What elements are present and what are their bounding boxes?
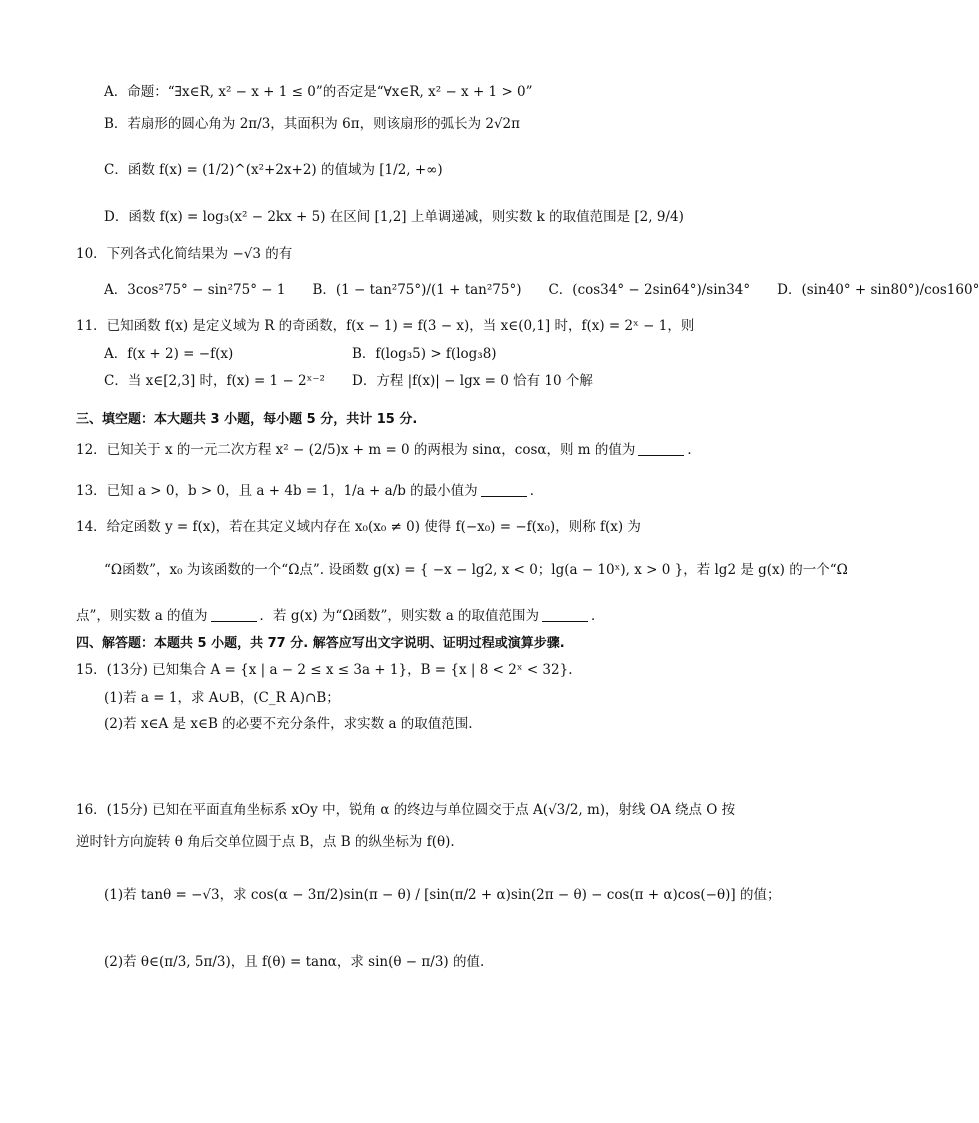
q11-option-d: D．方程 |f(x)| − lgx = 0 恰有 10 个解 <box>352 373 593 389</box>
q16-part-2: (2)若 θ∈(π/3, 5π/3)，且 f(θ) = tanα，求 sin(θ − π/3) 的值. <box>104 954 485 970</box>
answer-blank <box>638 441 684 456</box>
section-3-heading: 三、填空题：本大题共 3 小题，每小题 5 分，共计 15 分. <box>76 412 418 427</box>
q14-text-a: 点”，则实数 a 的值为 <box>76 608 208 624</box>
q14-line-1: 14．给定函数 y = f(x)，若在其定义域内存在 x₀(x₀ ≠ 0) 使得 f(−x₀) = −f(x₀)，则称 f(x) 为 <box>76 519 641 535</box>
q12-text: 12．已知关于 x 的一元二次方程 x² − (2/5)x + m = 0 的两根为 sinα，cosα，则 m 的值为 <box>76 442 636 458</box>
q14-line-3: 点”，则实数 a 的值为 ．若 g(x) 为“Ω函数”，则实数 a 的取值范围为 ． <box>76 608 605 624</box>
q16-line-2: 逆时针方向旋转 θ 角后交单位圆于点 B，点 B 的纵坐标为 f(θ). <box>76 834 455 850</box>
section-4-heading: 四、解答题：本题共 5 小题，共 77 分. 解答应写出文字说明、证明过程或演算步骤. <box>76 636 565 651</box>
q11-option-c: C．当 x∈[2,3] 时，f(x) = 1 − 2ˣ⁻² <box>104 373 325 389</box>
q11-option-b: B．f(log₃5) > f(log₃8) <box>352 346 497 362</box>
q9-option-c: C．函数 f(x) = (1/2)^(x²+2x+2) 的值域为 [1/2, +∞) <box>104 162 443 178</box>
q11-option-a: A．f(x + 2) = −f(x) <box>104 346 234 362</box>
answer-blank <box>481 482 527 497</box>
q15-part-1: (1)若 a = 1，求 A∪B，(C_R A)∩B； <box>104 690 340 706</box>
q10-stem: 10．下列各式化简结果为 −√3 的有 <box>76 246 293 262</box>
answer-blank <box>211 607 257 622</box>
q14-text-b: ．若 g(x) 为“Ω函数”，则实数 a 的取值范围为 <box>259 608 540 624</box>
q11-stem: 11．已知函数 f(x) 是定义域为 R 的奇函数，f(x − 1) = f(3 − x)，当 x∈(0,1] 时，f(x) = 2ˣ − 1，则 <box>76 318 695 334</box>
q13: 13．已知 a > 0，b > 0，且 a + 4b = 1，1/a + a/b 的最小值为 ． <box>76 483 544 499</box>
q10-options: A．3cos²75° − sin²75° − 1 B．(1 − tan²75°)/(1 + tan²75°) C．(cos34° − 2sin64°)/sin34° D．(sin40° + sin80°)/cos160° <box>104 282 979 298</box>
q13-text: 13．已知 a > 0，b > 0，且 a + 4b = 1，1/a + a/b 的最小值为 <box>76 483 478 499</box>
q15-part-2: (2)若 x∈A 是 x∈B 的必要不充分条件，求实数 a 的取值范围. <box>104 716 473 732</box>
q15-stem: 15．(13分) 已知集合 A = {x | a − 2 ≤ x ≤ 3a + 1}，B = {x | 8 < 2ˣ < 32}. <box>76 662 573 678</box>
q16-line-1: 16．(15分) 已知在平面直角坐标系 xOy 中，锐角 α 的终边与单位圆交于点 A(√3/2, m)，射线 OA 绕点 O 按 <box>76 802 736 818</box>
q9-option-a: A．命题：“∃x∈R, x² − x + 1 ≤ 0”的否定是“∀x∈R, x² − x + 1 > 0” <box>104 84 533 100</box>
q14-line-2: “Ω函数”，x₀ 为该函数的一个“Ω点”. 设函数 g(x) = { −x − lg2, x < 0；lg(a − 10ˣ), x > 0 }，若 lg2 是 g(x) 的一个“Ω <box>104 562 848 578</box>
q16-part-1: (1)若 tanθ = −√3，求 cos(α − 3π/2)sin(π − θ) / [sin(π/2 + α)sin(2π − θ) − cos(π + α)cos(−θ)] 的值； <box>104 887 781 903</box>
answer-blank <box>542 607 588 622</box>
q9-option-d: D．函数 f(x) = log₃(x² − 2kx + 5) 在区间 [1,2] 上单调递减，则实数 k 的取值范围是 [2, 9/4) <box>104 209 684 225</box>
q9-option-b: B．若扇形的圆心角为 2π/3，其面积为 6π，则该扇形的弧长为 2√2π <box>104 116 521 132</box>
q12: 12．已知关于 x 的一元二次方程 x² − (2/5)x + m = 0 的两根为 sinα，cosα，则 m 的值为 ． <box>76 442 701 458</box>
